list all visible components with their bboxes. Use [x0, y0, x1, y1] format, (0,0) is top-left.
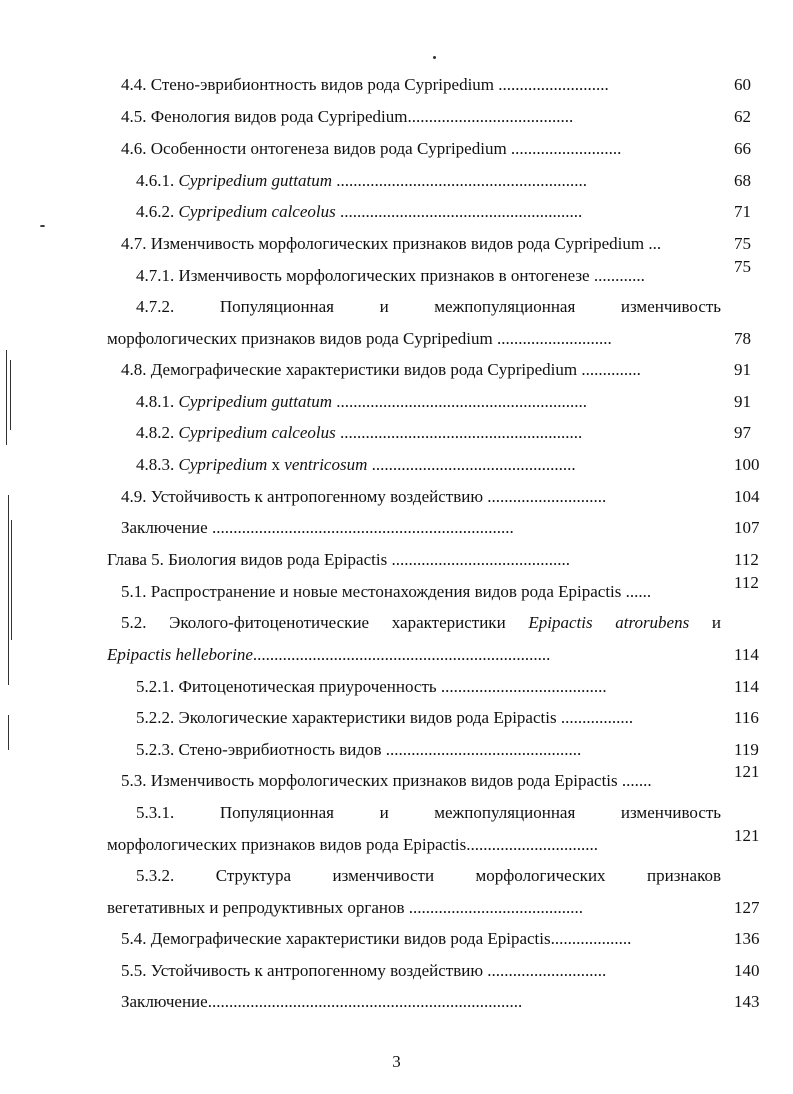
toc-page-number: 104 [734, 487, 760, 506]
toc-entry-word: Эколого-фитоценотические [169, 613, 370, 632]
toc-entry-4-6[interactable] [0, 137, 793, 161]
toc-entry-title-text: Глава 5. Биология видов рода Epipactis [107, 550, 392, 569]
toc-entry-title-text: 4.6.1. [136, 171, 179, 190]
toc-entry-title [136, 169, 721, 193]
toc-entry-title-italic: ventricosum [284, 455, 368, 474]
toc-entry-title [136, 421, 721, 445]
toc-entry-title [121, 358, 721, 382]
scan-margin-line [8, 715, 9, 750]
toc-entry-title [121, 580, 716, 604]
toc-leader-dots: ................... [550, 929, 632, 948]
toc-entry-4-8[interactable] [0, 358, 793, 382]
toc-page-number: 91 [734, 360, 751, 379]
toc-entry-title [136, 738, 721, 762]
toc-page-number: 116 [734, 708, 759, 727]
toc-page-number: 140 [734, 961, 760, 980]
toc-entry-title-text: 4.9. Устойчивость к антропогенному воздействию [121, 487, 488, 506]
toc-entry-title [107, 548, 714, 572]
toc-entry-4-7-1[interactable] [0, 257, 793, 288]
toc-entry-title-text: 5.2.3. Стено-эврибиотность видов [136, 740, 386, 759]
toc-entry-4-7-2-cont[interactable] [0, 327, 793, 351]
toc-leader-dots: ....................................... [440, 677, 607, 696]
toc-entry-4-9[interactable] [0, 485, 793, 509]
toc-leader-dots: ........................................................... [331, 392, 587, 411]
toc-entry-title-line1 [121, 611, 721, 635]
toc-entry-title-italic: Epipactis helleborine [107, 645, 253, 664]
toc-entry-title-text: 4.7. Изменчивость морфологических признаков видов рода Cypripedium ... [121, 234, 662, 253]
toc-entry-5-2[interactable] [0, 611, 793, 635]
toc-entry-5-4[interactable] [0, 927, 793, 951]
toc-entry-title-text: 4.6. Особенности онтогенеза видов рода Cypripedium [121, 139, 511, 158]
toc-entry-title [121, 959, 721, 983]
toc-entry-title-text: 4.8.3. [136, 455, 179, 474]
toc-entry-4-5[interactable] [0, 105, 793, 129]
toc-leader-dots: .......................................... [391, 550, 570, 569]
toc-entry-word: изменчивость [620, 803, 722, 822]
toc-entry-word: 5.3.2. [136, 866, 175, 885]
toc-entry-title-text: 4.5. Фенология видов рода Cypripedium [121, 107, 408, 126]
toc-page-number: 91 [734, 392, 751, 411]
toc-leader-dots: .............. [581, 360, 641, 379]
toc-page-number: 112 [734, 550, 759, 569]
toc-entry-title-text: x [267, 455, 285, 474]
scan-margin-line [10, 360, 11, 430]
toc-entry-5-3-2[interactable] [0, 864, 793, 888]
toc-entry-4-7-2[interactable] [0, 295, 793, 319]
toc-entry-title-text: морфологических признаков видов рода Epipactis [107, 835, 467, 854]
toc-entry-4-8-3[interactable] [0, 453, 793, 477]
toc-entry-title-text: вегетативных и репродуктивных органов [107, 898, 409, 917]
scan-margin-line [8, 495, 9, 685]
toc-entry-5-3-1-cont[interactable] [0, 826, 793, 857]
toc-entry-title-text: морфологических признаков видов рода Cypripedium [107, 329, 497, 348]
toc-entry-5-3-2-cont[interactable] [0, 896, 793, 920]
toc-entry-title-text: 4.4. Стено-эврибионтность видов рода Cypripedium [121, 75, 499, 94]
toc-page-number: 97 [734, 423, 751, 442]
toc-entry-title-text: Заключение [121, 992, 208, 1011]
toc-entry-title-italic: Cypripedium [178, 455, 268, 474]
scan-speck [433, 56, 436, 59]
toc-entry-title-line1 [136, 801, 721, 825]
toc-entry-word: 5.2. [121, 613, 147, 632]
toc-leader-dots: ........................... [496, 329, 612, 348]
toc-entry-title-line1 [136, 295, 721, 319]
toc-entry-title-text: 5.4. Демографические характеристики видов рода Epipactis [121, 929, 551, 948]
scan-speck [40, 225, 45, 227]
toc-leader-dots: ......................................................... [335, 423, 583, 442]
toc-entry-5-3[interactable] [0, 762, 793, 793]
toc-entry-title [121, 137, 721, 161]
page-number: 3 [392, 1052, 401, 1071]
toc-entry-ch-5[interactable] [0, 548, 793, 572]
toc-leader-dots: ................................................ [367, 455, 576, 474]
toc-entry-title-text: 4.7.1. Изменчивость морфологических признаков в онтогенезе [136, 266, 594, 285]
toc-page-number: 121 [734, 826, 760, 845]
toc-entry-title [136, 706, 721, 730]
toc-entry-5-5[interactable] [0, 959, 793, 983]
toc-page-number: 75 [734, 257, 751, 276]
toc-leader-dots: ...... [625, 582, 652, 601]
toc-entry-title [136, 200, 721, 224]
toc-page-number: 136 [734, 929, 760, 948]
toc-leader-dots: ....................................... [407, 107, 574, 126]
toc-page-number: 71 [734, 202, 751, 221]
toc-entry-title-line1 [136, 864, 721, 888]
toc-leader-dots: ............................ [487, 961, 607, 980]
toc-entry-title [121, 769, 716, 793]
toc-entry-title-text: 5.2.2. Экологические характеристики видов рода Epipactis [136, 708, 561, 727]
toc-entry-title-italic: Cypripedium calceolus [178, 202, 336, 221]
toc-entry-title-line2 [107, 643, 721, 667]
toc-entry-5-2-1[interactable] [0, 675, 793, 699]
toc-entry-title [136, 453, 714, 477]
toc-page-number: 100 [734, 455, 760, 474]
toc-entry-title-line2 [107, 833, 721, 857]
toc-entry-concl-5[interactable] [0, 990, 793, 1014]
toc-entry-title-text: 4.8. Демографические характеристики видов рода Cypripedium [121, 360, 582, 379]
toc-page-number: 78 [734, 329, 751, 348]
toc-entry-title-italic: Epipactis atrorubens [528, 613, 690, 632]
toc-entry-title [121, 990, 721, 1014]
toc-page-number: 107 [734, 518, 760, 537]
toc-entry-title [121, 105, 721, 129]
toc-page-number: 114 [734, 645, 759, 664]
toc-entry-title-italic: Cypripedium guttatum [178, 392, 332, 411]
toc-entry-title-text: 5.3. Изменчивость морфологических признаков видов рода Epipactis [121, 771, 622, 790]
toc-entry-word: 4.7.2. [136, 297, 175, 316]
toc-leader-dots: ......................................... [408, 898, 583, 917]
toc-entry-title-text: Заключение [121, 518, 212, 537]
toc-entry-title-text: 4.8.2. [136, 423, 179, 442]
toc-leader-dots: ....... [621, 771, 652, 790]
toc-entry-word: Популяционная [219, 297, 334, 316]
toc-entry-title [121, 73, 721, 97]
toc-leader-dots: ........................................................... [331, 171, 587, 190]
toc-entry-title-italic: Cypripedium guttatum [178, 171, 332, 190]
toc-entry-word: изменчивости [332, 866, 435, 885]
toc-page-number: 127 [734, 898, 760, 917]
toc-page-number: 68 [734, 171, 751, 190]
toc-page-number: 60 [734, 75, 751, 94]
toc-entry-title [121, 232, 726, 256]
toc-entry-title-italic: Cypripedium calceolus [178, 423, 336, 442]
toc-entry-5-3-1[interactable] [0, 801, 793, 825]
toc-entry-title-text: 4.8.1. [136, 392, 179, 411]
toc-entry-title-line2 [107, 327, 721, 351]
toc-entry-4-8-2[interactable] [0, 421, 793, 445]
toc-entry-title [136, 264, 721, 288]
toc-entry-word: изменчивость [620, 297, 722, 316]
toc-leader-dots: ............................ [487, 487, 607, 506]
toc-entry-4-4[interactable] [0, 73, 793, 97]
toc-entry-word: характеристики [391, 613, 506, 632]
toc-entry-title [136, 390, 721, 414]
toc-entry-title-line2 [107, 896, 721, 920]
toc-entry-title [121, 485, 721, 509]
toc-entry-word: межпопуляционная [434, 297, 576, 316]
toc-entry-4-7[interactable] [0, 232, 793, 256]
toc-entry-word: и [379, 297, 389, 316]
toc-entry-word: Популяционная [219, 803, 334, 822]
toc-entry-title-text: 5.1. Распространение и новые местонахождения видов рода Epipactis [121, 582, 626, 601]
toc-entry-4-8-1[interactable] [0, 390, 793, 414]
toc-entry-word: морфологических [475, 866, 606, 885]
toc-entry-title-text: 5.5. Устойчивость к антропогенному воздействию [121, 961, 488, 980]
toc-leader-dots: ............ [593, 266, 645, 285]
toc-page-number: 66 [734, 139, 751, 158]
toc-entry-4-6-2[interactable] [0, 200, 793, 224]
toc-leader-dots: ...................................................................... [252, 645, 551, 664]
toc-entry-5-1[interactable] [0, 573, 793, 604]
toc-entry-word [528, 613, 689, 632]
toc-entry-title [121, 927, 721, 951]
toc-page-number: 121 [734, 762, 760, 781]
toc-entry-word: и [711, 613, 721, 632]
toc-entry-5-2-2[interactable] [0, 706, 793, 730]
toc-leader-dots: ......................................................... [335, 202, 583, 221]
toc-entry-title-text: 4.6.2. [136, 202, 179, 221]
toc-page-number: 75 [734, 234, 751, 253]
scan-margin-line [6, 350, 7, 445]
toc-entry-concl-4[interactable] [0, 516, 793, 540]
toc-leader-dots: ............................... [466, 835, 599, 854]
toc-page-number: 114 [734, 677, 759, 696]
toc-page-number: 112 [734, 573, 759, 592]
toc-leader-dots: .......................... [498, 75, 609, 94]
toc-entry-word: 5.3.1. [136, 803, 175, 822]
toc-leader-dots: ................. [560, 708, 634, 727]
toc-leader-dots: .............................................. [385, 740, 582, 759]
toc-entry-title-text: 5.2.1. Фитоценотическая приуроченность [136, 677, 441, 696]
toc-page-number: 62 [734, 107, 751, 126]
toc-entry-5-2-3[interactable] [0, 738, 793, 762]
toc-entry-word: межпопуляционная [434, 803, 576, 822]
scan-margin-line [11, 520, 12, 640]
toc-entry-4-6-1[interactable] [0, 169, 793, 193]
toc-entry-word: Структура [215, 866, 292, 885]
toc-leader-dots: .......................... [510, 139, 622, 158]
toc-leader-dots: ....................................................................... [211, 518, 514, 537]
toc-page-number: 143 [734, 992, 760, 1011]
toc-entry-word: признаков [647, 866, 721, 885]
toc-entry-title [136, 675, 721, 699]
toc-entry-title [121, 516, 721, 540]
toc-leader-dots: .......................................................................... [207, 992, 523, 1011]
toc-page-number: 119 [734, 740, 759, 759]
toc-entry-word: и [379, 803, 389, 822]
toc-entry-5-2-cont[interactable] [0, 643, 793, 667]
